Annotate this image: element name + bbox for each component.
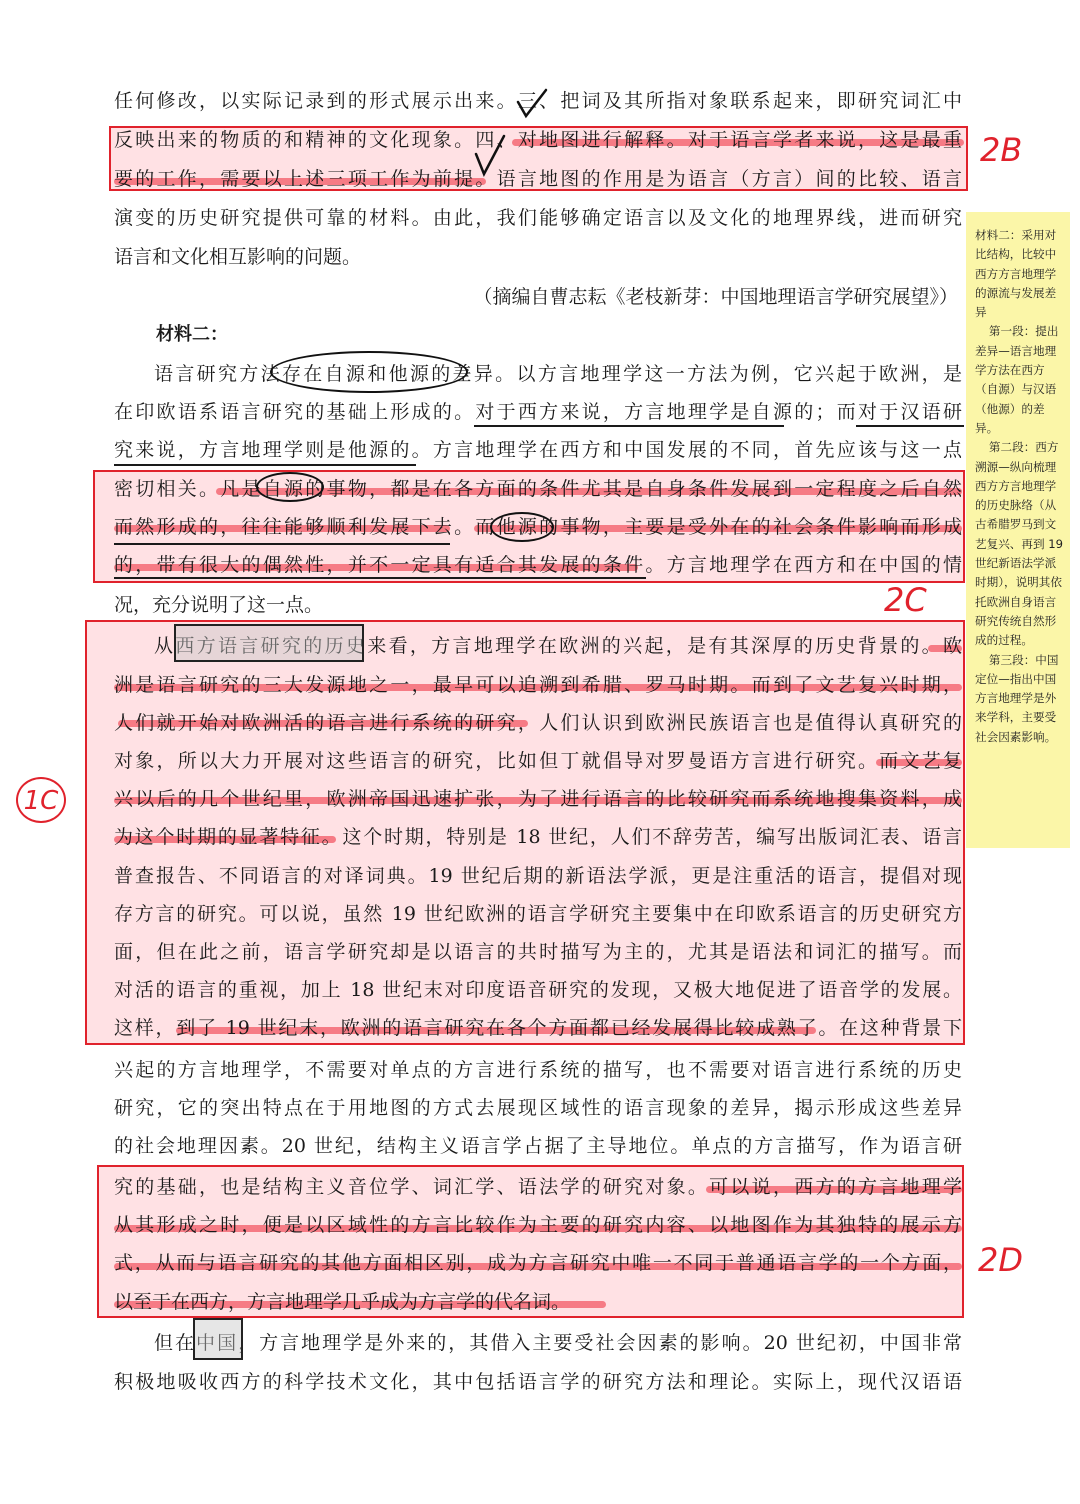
text-line: 式，从而与语言研究的其他方面相区别，成为方言研究中唯一不同于普通语言学的一个方面， [114, 1252, 962, 1274]
circle-mark [270, 351, 468, 393]
text-line: 兴以后的几个世纪里，欧洲帝国迅速扩张，为了进行语言的比较研究而系统地搜集资料，成 [114, 788, 962, 810]
annotation-label-2c: 2C [884, 581, 927, 619]
text-line: 人们就开始对欧洲活的语言进行系统的研究，人们认识到欧洲民族语言也是值得认真研究的 [114, 712, 962, 734]
underline-mark [114, 543, 450, 545]
box-mark [193, 1318, 243, 1360]
text-line: 演变的历史研究提供可靠的材料。由此，我们能够确定语言以及文化的地理界线，进而研究 [114, 207, 962, 229]
check-mark-icon [474, 132, 508, 178]
text-line: 究来说，方言地理学则是他源的。方言地理学在西方和中国发展的不同，首先应该与这一点 [114, 439, 962, 461]
underline-mark [114, 464, 416, 466]
text-line: 任何修改，以实际记录到的形式展示出来。三、把词及其所指对象联系起来，即研究词汇中 [114, 90, 962, 112]
text-line: 从西方语言研究的历史来看，方言地理学在欧洲的兴起，是有其深厚的历史背景的。欧 [154, 635, 962, 657]
circle-mark [256, 472, 324, 502]
side-note-text: 第二段：西方溯源—纵向梳理西方方言地理学的历史脉络（从古希腊罗马到文艺复兴、再到 19 世纪新语法学派时期），说明其依托欧洲自身语言研究传统自然形成的过程。 [975, 440, 1064, 648]
text-line: 在印欧语系语言研究的基础上形成的。对于西方来说，方言地理学是自源的；而对于汉语研 [114, 401, 962, 423]
text-line: 洲是语言研究的三大发源地之一，最早可以追溯到希腊、罗马时期。而到了文艺复兴时期， [114, 674, 962, 696]
text-line: 要的工作，需要以上述三项工作为前提。语言地图的作用是为语言（方言）间的比较、语言 [114, 168, 962, 190]
text-line: 普查报告、不同语言的对译词典。19 世纪后期的新语法学派，更是注重活的语言，提倡对现 [114, 865, 962, 887]
text-line: 为这个时期的显著特征。这个时期，特别是 18 世纪，人们不辞劳苦，编写出版词汇表、语言 [114, 826, 962, 848]
text-line: 存方言的研究。可以说，虽然 19 世纪欧洲的语言学研究主要集中在印欧系语言的历史研究方 [114, 903, 962, 925]
text-line: 但在中国，方言地理学是外来的，其借入主要受社会因素的影响。20 世纪初，中国非常 [154, 1332, 962, 1354]
text-line: 语言和文化相互影响的问题。 [114, 246, 362, 268]
text-line: 密切相关。凡是自源的事物，都是在各方面的条件尤其是自身条件发展到一定程度之后自然 [114, 478, 962, 500]
text-line: 研究，它的突出特点在于用地图的方式去展现区域性的语言现象的差异，揭示形成这些差异 [114, 1097, 962, 1119]
text-line: 的社会地理因素。20 世纪，结构主义语言学占据了主导地位。单点的方言描写，作为语言研 [114, 1135, 962, 1157]
text-line: 对活的语言的重视，加上 18 世纪末对印度语音研究的发现，又极大地促进了语音学的发展。 [114, 979, 962, 1001]
side-note [966, 212, 1070, 848]
side-note-text: 第三段：中国定位—指出中国方言地理学是外来学科，主要受社会因素影响。 [975, 652, 1059, 744]
side-note-text: 第一段：提出差异—语言地理学方法在西方（自源）与汉语（他源）的差异。 [975, 324, 1059, 435]
text-line: 积极地吸收西方的科学技术文化，其中包括语言学的研究方法和理论。实际上，现代汉语语 [114, 1371, 962, 1393]
text-line: 兴起的方言地理学，不需要对单点的方言进行系统的描写，也不需要对语言进行系统的历史 [114, 1059, 962, 1081]
text-line: 究的基础，也是结构主义音位学、词汇学、语法学的研究对象。可以说，西方的方言地理学 [114, 1176, 962, 1198]
material-heading: 材料二： [156, 324, 228, 345]
check-mark-icon [516, 86, 550, 122]
annotation-label-2b: 2B [980, 131, 1023, 169]
text-line: 从其形成之时，便是以区域性的方言比较作为主要的研究内容、以地图作为其独特的展示方 [114, 1214, 962, 1236]
text-line: 而然形成的，往往能够顺利发展下去。而他源的事物，主要是受外在的社会条件影响而形成 [114, 516, 962, 538]
box-mark [174, 624, 364, 662]
circle-mark [490, 512, 554, 542]
source-citation: （摘编自曹志耘《老枝新芽：中国地理语言学研究展望》） [473, 286, 958, 308]
side-note-text: 材料二：采用对比结构，比较中西方方言地理学的源流与发展差异 [975, 228, 1057, 320]
underline-mark [114, 577, 646, 579]
text-line: 对象，所以大力开展对这些语言的研究，比如但丁就倡导对罗曼语方言进行研究。而文艺复 [114, 750, 962, 772]
text-line: 况，充分说明了这一点。 [114, 594, 324, 616]
text-line: 语言研究方法存在自源和他源的差异。以方言地理学这一方法为例，它兴起于欧洲，是 [154, 363, 962, 385]
annotation-label-1c: 1C [16, 777, 66, 823]
annotation-label-2d: 2D [978, 1241, 1023, 1279]
underline-mark [856, 425, 964, 427]
text-line: 反映出来的物质的和精神的文化现象。四、对地图进行解释。对于语言学者来说，这是最重 [114, 129, 962, 151]
text-line: 以至于在西方，方言地理学几乎成为方言学的代名词。 [114, 1291, 571, 1313]
text-line: 面，但在此之前，语言学研究却是以语言的共时描写为主的，尤其是语法和词汇的描写。而 [114, 941, 962, 963]
text-line: 的，带有很大的偶然性，并不一定具有适合其发展的条件。方言地理学在西方和在中国的情 [114, 554, 962, 576]
underline-mark [474, 425, 784, 427]
text-line: 这样，到了 19 世纪末，欧洲的语言研究在各个方面都已经发展得比较成熟了。在这种背景下 [114, 1017, 962, 1039]
